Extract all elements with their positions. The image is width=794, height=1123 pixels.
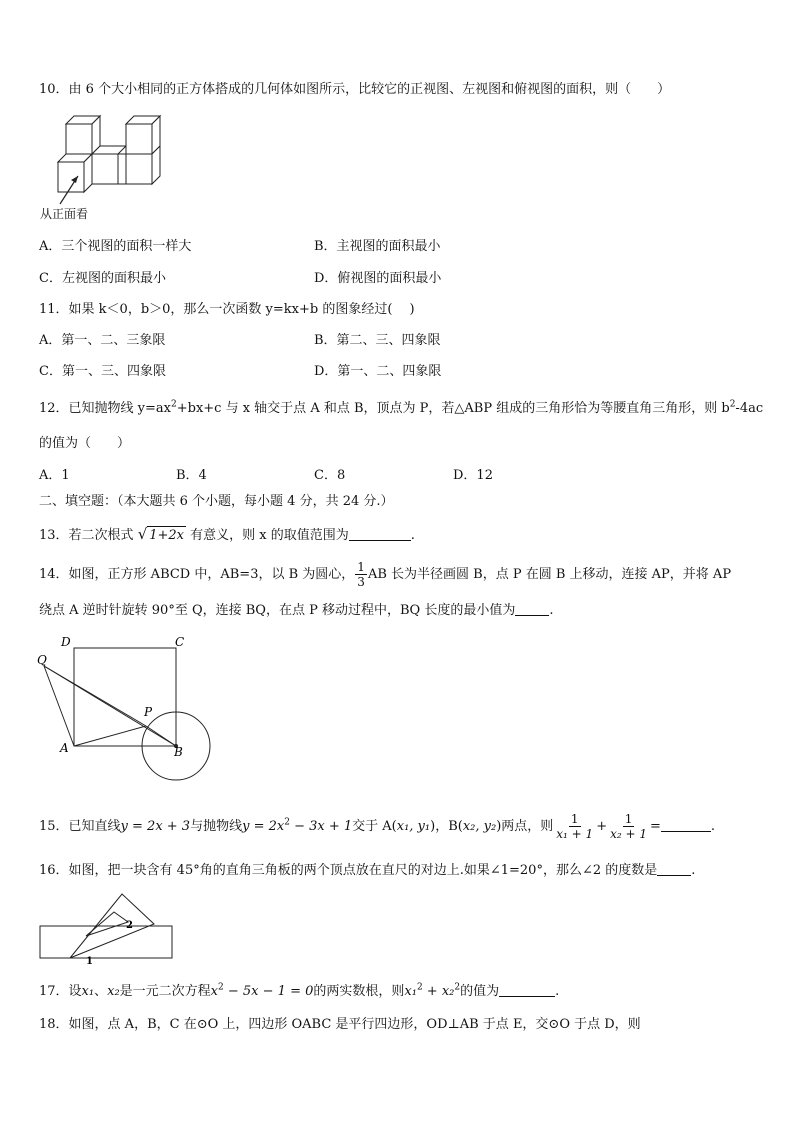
label-c: C	[175, 635, 185, 649]
q17-p2: 是一元二次方程	[119, 984, 211, 999]
q17-p3: 的两实数根，则	[313, 984, 405, 999]
q12-stem-c: -4ac	[735, 401, 764, 416]
q17-p4: 的值为	[460, 984, 500, 999]
q15-f1-num: 1	[570, 812, 579, 826]
q14-fraction	[355, 560, 367, 589]
q18-stem: 18．如图，点 A，B，C 在⊙O 上，四边形 OABC 是平行四边形，OD⊥AB 于点 E，交⊙O 于点 D，则	[39, 1017, 641, 1032]
q12-stem-line2: 的值为（ ）	[39, 436, 131, 451]
q15-p1: 15．已知直线	[39, 819, 121, 834]
q15-f1-den: x₁ + 1	[556, 827, 594, 841]
square-abcd	[74, 648, 176, 746]
q10-option-c: C．左视图的面积最小	[39, 271, 166, 286]
q12-option-c: C．8	[314, 468, 346, 483]
q10-option-a: A．三个视图的面积一样大	[39, 239, 192, 254]
q14-frac-den: 3	[357, 575, 365, 589]
q13-after: 有意义，则 x 的取值范围为	[190, 528, 349, 543]
q17-eq-sup: 2	[218, 982, 224, 993]
q10-option-d: D．俯视图的面积最小	[314, 271, 442, 286]
q13-stem: 13．若二次根式 √ 1+2x 有意义，则 x 的取值范围为 .	[39, 525, 415, 543]
q17-answer-blank[interactable]	[499, 996, 555, 997]
q15-plus: +	[596, 819, 608, 834]
q15-answer-blank[interactable]	[661, 831, 711, 832]
q10-option-b: B．主视图的面积最小	[314, 239, 441, 254]
q17-s-a: x₁	[404, 984, 417, 999]
q12-sup2: 2	[729, 399, 736, 410]
angle-1-label: 1	[86, 956, 93, 966]
q15-f2-den: x₂ + 1	[610, 827, 647, 841]
q11-stem: 11．如果 k＜0，b＞0，那么一次函数 y=kx+b 的图象经过( )	[39, 302, 415, 317]
q17-x2: x₂	[107, 984, 120, 999]
q11-option-c: C．第一、三、四象限	[39, 364, 166, 379]
q14-line1	[39, 560, 731, 589]
q15-b-coords: x₂, y₂	[462, 819, 497, 834]
q14-figure	[34, 632, 219, 784]
set-square-inner	[86, 912, 128, 936]
q11-option-d: D．第一、二、四象限	[314, 364, 442, 379]
q12-stem-b: +bx+c 与 x 轴交于点 A 和点 B，顶点为 P，若△ABP 组成的三角形恰为等腰直角三角形，则 b	[176, 401, 730, 416]
label-p: P	[144, 705, 153, 719]
q14-num: 14．如图，正方形 ABCD 中，AB=3，以 B 为圆心，	[39, 567, 355, 582]
label-a: A	[60, 741, 69, 755]
q15-f2-num: 1	[624, 812, 633, 826]
q12-option-d: D．12	[453, 468, 493, 483]
q17-eq-b: − 5x − 1 = 0	[223, 984, 314, 999]
q16-stem-text: 16．如图，把一块含有 45°角的直角三角板的两个顶点放在直尺的对边上.如果∠1=20°，那么∠2 的度数是	[39, 863, 658, 878]
q17-end: .	[555, 984, 560, 999]
angle-2-label: 2	[126, 920, 133, 931]
q15-line-eq: y = 2x + 3	[120, 819, 191, 834]
q15-stem	[39, 812, 715, 841]
q17-x1: x₁	[81, 984, 95, 999]
ruler	[40, 926, 172, 958]
q16-stem	[39, 862, 695, 880]
q14-line2-text: 绕点 A 逆时针旋转 90°至 Q，连接 BQ，在点 P 移动过程中，BQ 长度的最小值为	[39, 603, 516, 618]
q15-parab-sup: 2	[284, 817, 290, 828]
q15-parab-b: − 3x + 1	[289, 819, 353, 834]
q14-line1-rest: AB 长为半径画圆 B，点 P 在圆 B 上移动，连接 AP，并将 AP	[367, 567, 732, 582]
q15-p2: 与抛物线	[190, 819, 243, 834]
q17-s-sup1: 2	[416, 982, 423, 993]
q16-answer-blank[interactable]	[657, 875, 691, 876]
q17-s-sup2: 2	[454, 982, 461, 993]
q17-eq-a: x	[210, 984, 219, 999]
q15-eq: =	[650, 819, 661, 834]
label-b: B	[174, 745, 183, 759]
q11-option-a: A．第一、二、三象限	[39, 333, 166, 348]
q17-stem	[39, 983, 559, 1001]
q13-answer-blank[interactable]	[349, 540, 411, 541]
q13-end: .	[410, 528, 415, 543]
q12-option-b: B．4	[176, 468, 207, 483]
q12-option-a: A．1	[39, 468, 70, 483]
q17-sep: 、	[94, 984, 108, 999]
q14-end: .	[549, 603, 554, 618]
q14-frac-num: 1	[357, 560, 365, 574]
q14-answer-blank[interactable]	[515, 615, 549, 616]
section2-heading: 二、填空题：（本大题共 6 个小题，每小题 4 分，共 24 分.）	[39, 494, 394, 509]
q15-a-coords: x₁, y₁	[396, 819, 431, 834]
q13-before: 13．若二次根式	[39, 528, 134, 543]
q16-figure	[38, 890, 178, 966]
q12-stem-a: 12．已知抛物线 y=ax	[39, 401, 171, 416]
q12-sup1: 2	[171, 399, 177, 410]
q15-p4: )，B(	[430, 819, 463, 834]
q10-stem: 10．由 6 个大小相同的正方体搭成的几何体如图所示，比较它的正视图、左视图和俯视图的面积，则（ ）	[39, 82, 671, 97]
q10-figure-caption: 从正面看	[40, 207, 89, 221]
q15-end: .	[710, 819, 716, 834]
q15-p5: )两点，则	[496, 819, 554, 834]
q13-radicand: 1+2x	[149, 528, 185, 543]
q17-p1: 17．设	[39, 984, 82, 999]
q12-stem	[39, 400, 763, 418]
q15-frac2	[608, 812, 649, 841]
label-d: D	[61, 635, 71, 649]
label-q: Q	[37, 653, 47, 667]
q15-frac1	[554, 812, 595, 841]
q14-line2	[39, 602, 553, 620]
q15-p3: 交于 A(	[352, 819, 397, 834]
q17-s-plus: + x₂	[422, 984, 455, 999]
q16-end: .	[691, 863, 696, 878]
q11-option-b: B．第二、三、四象限	[314, 333, 441, 348]
q15-parab-a: y = 2x	[242, 819, 285, 834]
